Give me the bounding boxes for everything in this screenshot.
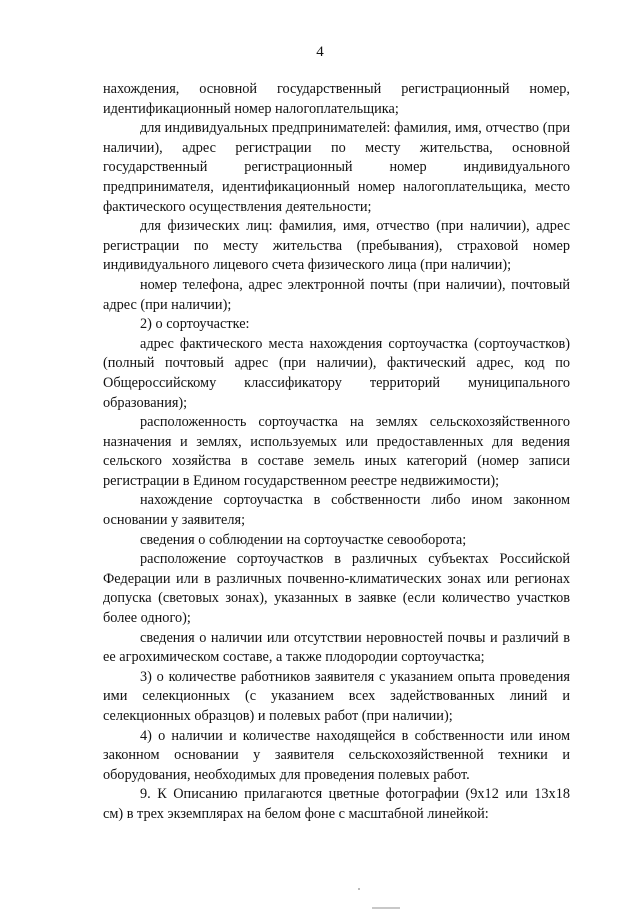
paragraph-individuals: для физических лиц: фамилия, имя, отчество (при наличии), адрес регистрации по месту жительства (пребывания), страховой номер индивидуального лицевого счета физического лица (при наличии); <box>103 218 570 274</box>
paragraph-subsection-3-staff: 3) о количестве работников заявителя с указанием опыта проведения ими селекционных (с указанием всех задействованных линий и селекционных образцов) и полевых работ (при наличии); <box>103 668 570 724</box>
paragraph-subsection-2-heading: 2) о сортоучастке: <box>140 316 250 333</box>
paragraph-item-9-photos: 9. К Описанию прилагаются цветные фотографии (9x12 или 13x18 см) в трех экземплярах на белом фоне с масштабной линейкой: <box>103 786 570 822</box>
page-number: 4 <box>316 44 324 60</box>
paragraph-site-address: адрес фактического места нахождения сортоучастка (сортоучастков) (полный почтовый адрес (при наличии), фактический адрес, код по Общероссийскому классификатору территорий муниципального образования); <box>103 335 570 411</box>
paragraph-subsection-4-equipment: 4) о наличии и количестве находящейся в собственности или ином законном основании у заявителя сельскохозяйственной техники и оборудования, необходимых для проведения полевых работ. <box>103 727 570 783</box>
paragraph-ownership: нахождение сортоучастка в собственности либо ином законном основании у заявителя; <box>103 492 570 529</box>
paragraph-individual-entrepreneurs: для индивидуальных предпринимателей: фамилия, имя, отчество (при наличии), адрес регистрации по месту жительства, основной государственный регистрационный номер индивидуального предпринимателя, идентификационный номер налогоплательщика, место фактического осуществления деятельности; <box>103 120 570 215</box>
paragraph-contacts: номер телефона, адрес электронной почты (при наличии), почтовый адрес (при наличии); <box>103 276 570 313</box>
paragraph-site-distribution: расположение сортоучастков в различных субъектах Российской Федерации или в различных почвенно-климатических зонах или регионах допуска (световых зонах), указанных в заявке (если количество участков более одного); <box>103 551 570 627</box>
document-body <box>103 80 570 825</box>
paragraph-soil-info: сведения о наличии или отсутствии неровностей почвы и различий в ее агрохимическом составе, а также плодородии сортоучастка; <box>103 629 570 666</box>
paragraph-land-location: расположенность сортоучастка на землях сельскохозяйственного назначения и землях, используемых или предоставленных для ведения сельского хозяйства в составе земель иных категорий (номер записи регистрации в Едином государственном реестре недвижимости); <box>103 414 570 489</box>
paragraph-crop-rotation: сведения о соблюдении на сортоучастке севооборота; <box>140 531 467 548</box>
scan-artifact-mark <box>372 907 400 909</box>
paragraph-continuation: нахождения, основной государственный регистрационный номер, идентификационный номер налогоплательщика; <box>103 81 570 117</box>
scan-artifact-dot <box>358 888 360 890</box>
